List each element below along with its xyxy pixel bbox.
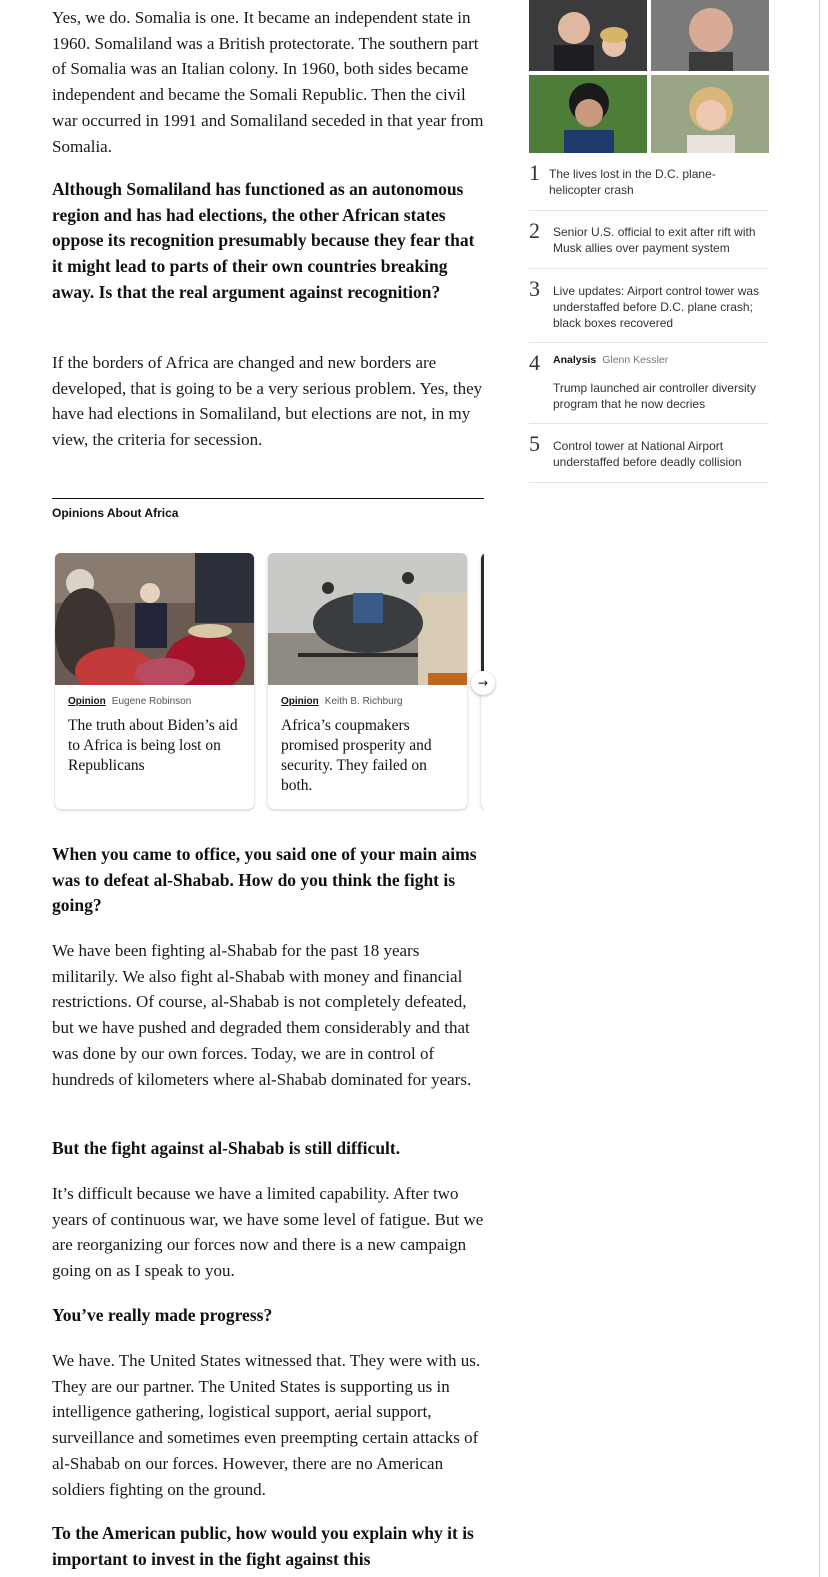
most-read-label: [553, 354, 668, 366]
answer-paragraph: It’s difficult because we have a limited capability. After two years of continuous war, we have some level of fatigue. But we are reorganizing our forces now and there is a new campaign going on as I speak to you.: [52, 1184, 484, 1281]
card-meta: [68, 696, 191, 707]
rank-number: 4: [529, 350, 540, 375]
most-read-headline[interactable]: Senior U.S. official to exit after rift with Musk allies over payment system: [553, 225, 756, 255]
most-read-author[interactable]: Glenn Kessler: [602, 354, 669, 366]
card-author[interactable]: Keith B. Richburg: [324, 696, 403, 707]
carousel-next-button[interactable]: [471, 671, 495, 695]
answer-paragraph: We have been fighting al-Shabab for the past 18 years militarily. We also fight al-Shabab with money and financial restrictions. Of course, al-Shabab is not completely defeated, but we have pushed and degraded them considerably and that was done by our own forces. Today, we are in control of hundreds of kilometers where al-Shabab dominated for years.: [52, 941, 472, 1089]
most-read-item[interactable]: [529, 352, 769, 424]
most-read-headline[interactable]: Live updates: Airport control tower was understaffed before D.C. plane crash; black boxes recovered: [553, 284, 760, 330]
most-read-photo-grid: [529, 0, 769, 153]
analysis-label: Analysis: [553, 354, 597, 366]
rank-number: 5: [529, 431, 540, 456]
card-headline[interactable]: The truth about Biden’s aid to Africa is being lost on Republicans: [68, 717, 238, 774]
answer-paragraph: If the borders of Africa are changed and new borders are developed, that is going to be a very serious problem. Yes, they have had elections in Somaliland, but elections are not, in my view, the criteria for secession.: [52, 353, 483, 450]
related-card[interactable]: [268, 553, 467, 809]
question-paragraph: But the fight against al-Shabab is still difficult.: [52, 1138, 401, 1158]
most-read-headline[interactable]: The lives lost in the D.C. plane-helicopter crash: [549, 167, 716, 197]
card-author[interactable]: Eugene Robinson: [111, 696, 192, 707]
card-meta: [281, 696, 403, 707]
photo: [529, 0, 647, 71]
card-image: [268, 553, 467, 685]
most-read-headline[interactable]: Trump launched air controller diversity program that he now decries: [553, 381, 756, 411]
most-read-item[interactable]: [529, 433, 769, 483]
answer-paragraph: Yes, we do. Somalia is one. It became an independent state in 1960. Somaliland was a British protectorate. The southern part of Somalia was an Italian colony. In 1960, both sides became independent and became the Somali Republic. Then the civil war occurred in 1991 and Somaliland seceded in that year from Somalia.: [52, 8, 484, 156]
question-paragraph: You’ve really made progress?: [52, 1305, 273, 1325]
opinion-kicker[interactable]: Opinion: [281, 696, 319, 707]
question-paragraph: When you came to office, you said one of your main aims was to defeat al-Shabab. How do you think the fight is going?: [52, 844, 477, 916]
card-image: [55, 553, 254, 685]
most-read-item[interactable]: [529, 162, 769, 211]
section-divider: [52, 498, 484, 499]
rank-number: 1: [529, 160, 540, 185]
card-image: [481, 553, 484, 685]
most-read-item[interactable]: [529, 220, 769, 269]
photo: [651, 75, 769, 153]
vertical-scrollbar[interactable]: [819, 0, 828, 1577]
photo: [529, 75, 647, 153]
most-read-headline[interactable]: Control tower at National Airport understaffed before deadly collision: [553, 439, 742, 469]
rank-number: 3: [529, 276, 540, 301]
card-headline[interactable]: Africa’s coupmakers promised prosperity and security. They failed on both.: [281, 717, 432, 794]
question-paragraph: To the American public, how would you explain why it is important to invest in the fight against this: [52, 1523, 474, 1569]
most-read-item[interactable]: [529, 278, 769, 343]
related-card[interactable]: [55, 553, 254, 809]
rank-number: 2: [529, 218, 540, 243]
related-section-title: Opinions About Africa: [52, 506, 179, 520]
question-paragraph: Although Somaliland has functioned as an autonomous region and has had elections, the other African states oppose its recognition presumably because they fear that it might lead to parts of their own countries breaking away. Is that the real argument against recognition?: [52, 179, 475, 302]
opinion-kicker[interactable]: Opinion: [68, 696, 106, 707]
related-carousel: [54, 553, 484, 813]
photo: [651, 0, 769, 71]
arrow-right-icon: →: [477, 676, 489, 690]
answer-paragraph: We have. The United States witnessed that. They were with us. They are our partner. The United States is supporting us in intelligence gathering, logistical support, aerial support, surveillance and sometimes even preempting certain attacks of al-Shabab on our forces. However, there are no American soldiers fighting on the ground.: [52, 1351, 481, 1499]
